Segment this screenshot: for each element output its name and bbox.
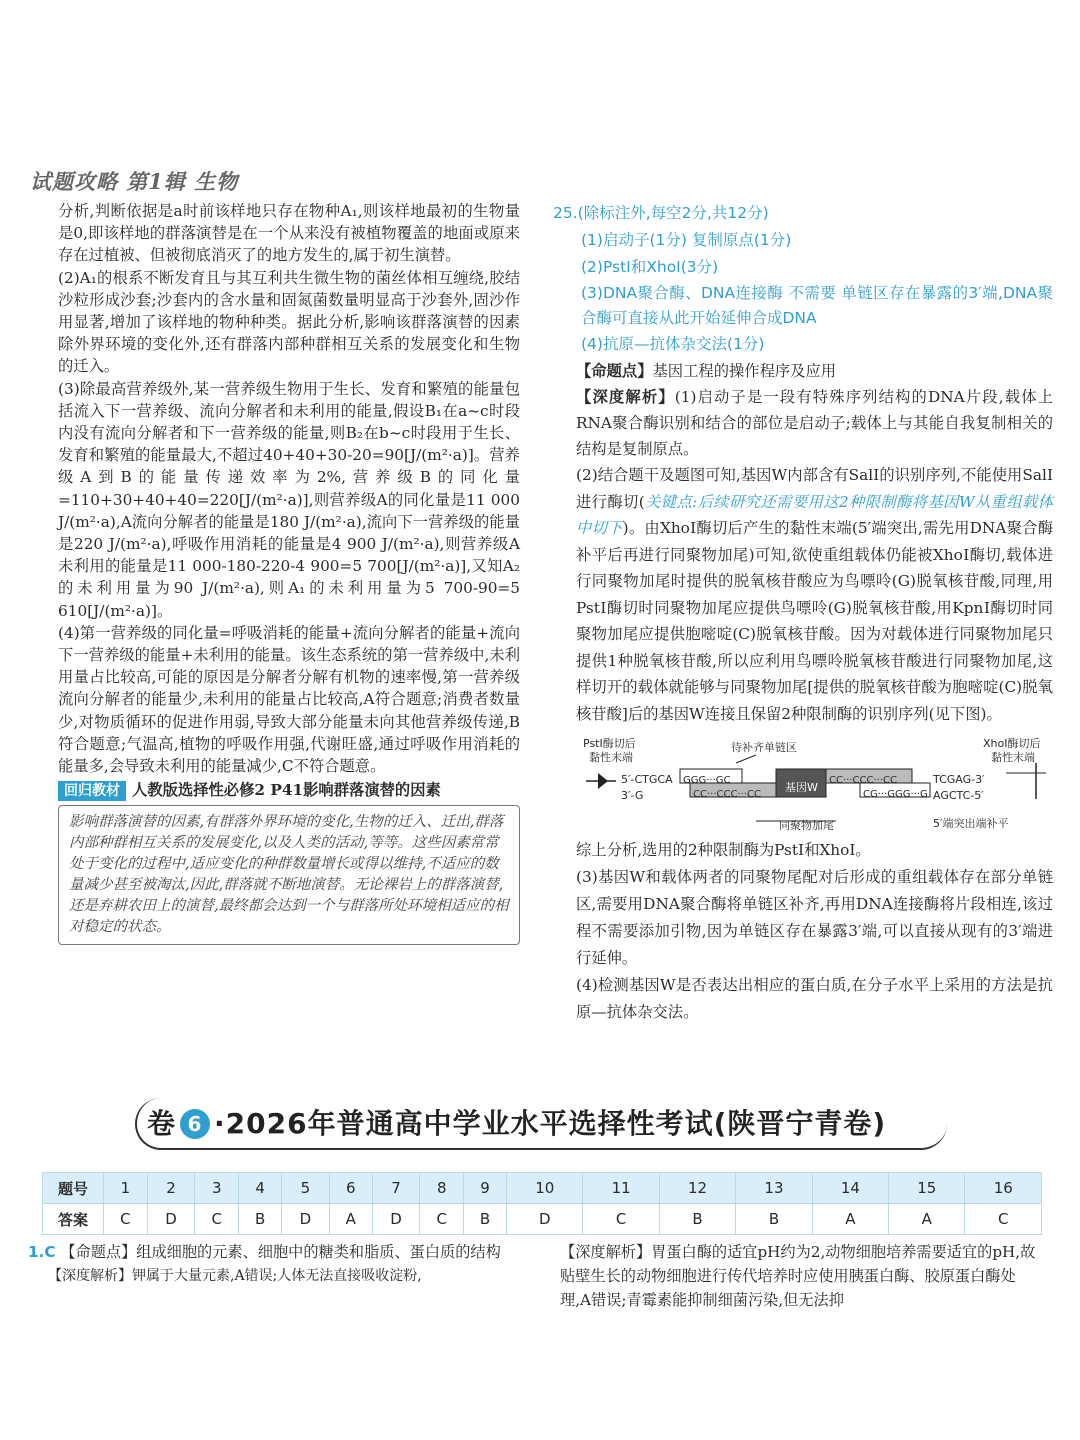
diagram-label: XhoⅠ酶切后 [983,737,1041,750]
question-number-cell: 1 [104,1173,148,1204]
row-label: 题号 [43,1173,104,1204]
paragraph: (2)A₁的根系不断发育且与其互利共生微生物的菌丝体相互缠绕,胶结沙粒形成沙套;沙套内的含水量和固氮菌数量明显高于沙套外,固沙作用显著,增加了该样地的物种种类。据此分析,影响该群落演替的因素除外界环境的变化外,还有群落内部种群相互关系的发展变化和生物的迁入。 [58,268,520,376]
answer-line: (2)PstⅠ和XhoⅠ(3分) [581,258,719,276]
question-number-cell: 11 [583,1173,659,1204]
row-label: 答案 [43,1204,104,1235]
paragraph: (4)第一营养级的同化量=呼吸消耗的能量+流向分解者的能量+流向下一营养级的能量+未利用的能量。该生态系统的第一营养级中,未利用量占比较高,可能的原因是分解者分解有机物的速率慢,第一营养级流向分解者的能量少,未利用的能量占比较高,A符合题意;消费者数量少,对物质循环的促进作用弱,导致大部分能量未向其他营养级传递,B符合题意;气温高,植物的呼吸作用强,代谢旺盛,通过呼吸作用消耗的能量多,会导致未利用的能量减少,C不符合题意。 [58,623,520,776]
diagram-seq: 3′-G [621,789,644,802]
review-tag: 回归教材 [58,781,126,801]
question-number-cell: 10 [507,1173,583,1204]
answer-cell: B [736,1204,812,1235]
answer-line: (4)抗原—抗体杂交法(1分) [581,335,765,353]
question-answer: 1.C 【命题点】组成细胞的元素、细胞中的糖类和脂质、蛋白质的结构 [28,1243,501,1261]
question-number-cell: 9 [464,1173,507,1204]
question-number-cell: 13 [736,1173,812,1204]
review-title: 人教版选择性必修2 P41影响群落演替的因素 [132,781,441,800]
answer-cell: D [282,1204,330,1235]
question-number-cell: 3 [195,1173,239,1204]
diagram-seq: CC···CCC···CC [829,775,897,786]
answer-cell: A [329,1204,372,1235]
bottom-right [560,1240,1045,1312]
question-number-cell: 7 [372,1173,420,1204]
arrow-icon [598,773,608,789]
answer-cell: B [464,1204,507,1235]
answer-cell: D [372,1204,420,1235]
question-number-cell: 12 [659,1173,735,1204]
answer-row [43,1204,1042,1235]
question-number-cell: 15 [889,1173,965,1204]
diagram-label: 黏性末端 [589,751,633,764]
key-note: 关键点:后续研究还需要用这2种限制酶将基因W从重组载体中切下 [576,492,1053,537]
diagram-label: 待补齐单链区 [731,741,797,754]
answer-cell: D [507,1204,583,1235]
diagram-label: 5′端突出端补平 [933,817,1009,830]
diagram-seq: TCGAG-3′ [933,773,985,786]
diagram-label: 黏性末端 [991,751,1035,764]
diagram-seq: 5′-CTGCA [621,773,673,786]
answer-cell: C [583,1204,659,1235]
deep-analysis-3: 综上分析,选用的2种限制酶为PstⅠ和XhoⅠ。 [576,841,871,859]
diagram-seq: CC···CCC···CC [693,789,761,800]
diagram-seq: CG···GGG···G [863,789,928,800]
question-number-row [43,1173,1042,1204]
paper-number-badge: 6 [180,1109,210,1139]
page-header: 试题攻略 第1辑 生物 [30,169,239,194]
question-number-cell: 8 [420,1173,464,1204]
deep-analysis-4: (3)基因W和载体两者的同聚物尾配对后形成的重组载体存在部分单链区,需要用DNA聚合酶将单链区补齐,再用DNA连接酶将片段相连,该过程不需要添加引物,因为单链区存在暴露3′端,可以直接从现有的3′端进行延伸。 [576,868,1053,967]
answer-cell: C [104,1204,148,1235]
diagram-label: 同聚物加尾 [779,819,834,832]
answer-cell: C [420,1204,464,1235]
diagram-seq: GGG···GC [683,775,731,786]
question-number-cell: 5 [282,1173,330,1204]
question-number-cell: 14 [812,1173,888,1204]
diagram-seq: AGCTC-5′ [933,789,984,802]
diagram-gene: 基因W [785,781,818,794]
answer-cell: A [812,1204,888,1235]
diagram-label: PstⅠ酶切后 [583,737,636,750]
answer-cell: D [147,1204,195,1235]
answer-cell: B [239,1204,282,1235]
question-number-cell: 16 [965,1173,1042,1204]
exam-title-bar [135,1098,945,1152]
right-column [553,200,1053,1026]
question-number-cell: 6 [329,1173,372,1204]
deep-analysis-1: 【深度解析】(1)启动子是一段有特殊序列结构的DNA片段,载体上RNA聚合酶识别和结合的部位是启动子;载体上与其能自我复制相关的结构是复制原点。 [576,388,1053,458]
answer-line: (1)启动子(1分) 复制原点(1分) [581,231,792,249]
bottom-left [28,1240,528,1288]
answer-cell: B [659,1204,735,1235]
key-point: 【命题点】基因工程的操作程序及应用 [576,362,837,380]
textbook-review-box: 影响群落演替的因素,有群落外界环境的变化,生物的迁入、迁出,群落内部种群相互关系的发展变化,以及人类的活动,等等。这些因素常常处于变化的过程中,适应变化的种群数量增长或得以维持,不适应的数量减少甚至被淘汰,因此,群落就不断地演替。无论裸岩上的群落演替,还是弃耕农田上的演替,最终都会达到一个与群落所处环境相适应的相对稳定的状态。 [58,805,520,945]
question-number-cell: 2 [147,1173,195,1204]
answer-cell: C [195,1204,239,1235]
deep-analysis-5: (4)检测基因W是否表达出相应的蛋白质,在分子水平上采用的方法是抗原—抗体杂交法。 [576,976,1053,1021]
dna-diagram [553,733,1053,833]
answer-header: 25.(除标注外,每空2分,共12分) [553,204,769,222]
answer-line: (3)DNA聚合酶、DNA连接酶 不需要 单链区存在暴露的3′端,DNA聚合酶可直接从此开始延伸合成DNA [581,284,1053,327]
answer-cell: A [889,1204,965,1235]
textbook-review-heading [58,779,520,801]
paragraph: 分析,判断依据是a时前该样地只存在物种A₁,则该样地最初的生物量是0,即该样地的群落演替是在一个从来没有被植物覆盖的地面或原来存在过植被、但被彻底消灭了的地方发生的,属于初生演替。 [58,202,520,265]
answer-cell: C [965,1204,1042,1235]
paragraph: (3)除最高营养级外,某一营养级生物用于生长、发育和繁殖的能量包括流入下一营养级、流向分解者和未利用的能量,假设B₁在a~c时段内没有流向分解者和下一营养级的能量,则B₂在b~c时段用于生长、发育和繁殖的能量最大,不超过40+40+30-20=90[J/(m²·a)]。营养级A到B的能量传递效率为2%,营养级B的同化量=110+30+40+40=220[J/(m²·a)],则营养级A的同化量是11 000 J/(m²·a),A流向分解者的能量是180 J/(m²·a),流向下一营养级的能量是220 J/(m²·a),呼吸作用消耗的能量是4 900 J/(m²·a),则营养级A未利用的能量是11 000-180-220-4 900=5 700[J/(m²·a)],又知A₂的未利用量为90 J/(m²·a),则A₁的未利用量为5 700-90=5 610[J/(m²·a)]。 [58,379,520,620]
deep-analysis: 【深度解析】胃蛋白酶的适宜pH约为2,动物细胞培养需要适宜的pH,故贴壁生长的动物细胞进行传代培养时应使用胰蛋白酶、胶原蛋白酶处理,A错误;青霉素能抑制细菌污染,但无法抑 [560,1243,1036,1309]
question-number-cell: 4 [239,1173,282,1204]
deep-analysis: 【深度解析】钾属于大量元素,A错误;人体无法直接吸收淀粉, [48,1268,422,1284]
deep-analysis-2: (2)结合题干及题图可知,基因W内部含有SalⅠ的识别序列,不能使用SalⅠ进行酶切(关键点:后续研究还需要用这2种限制酶将基因W从重组载体中切下)。由XhoⅠ酶切后产生的黏性末端(5′端突出,需先用DNA聚合酶补平后再进行同聚物加尾)可知,欲使重组载体仍能被XhoⅠ酶切,载体进行同聚物加尾时提供的脱氧核苷酸应为鸟嘌呤(G)脱氧核苷酸,同理,用PstⅠ酶切时同聚物加尾应提供鸟嘌呤(G)脱氧核苷酸,用KpnⅠ酶切时同聚物加尾应提供胞嘧啶(C)脱氧核苷酸。因为对载体进行同聚物加尾只提供1种脱氧核苷酸,所以应利用鸟嘌呤脱氧核苷酸进行同聚物加尾,这样切开的载体就能够与同聚物加尾[提供的脱氧核苷酸为胞嘧啶(C)脱氧核苷酸]后的基因W连接且保留2种限制酶的识别序列(见下图)。 [576,466,1053,723]
answer-key-table [42,1172,1042,1235]
left-column [58,200,520,945]
exam-title: 卷 6 ·2026年普通高中学业水平选择性考试(陕晋宁青卷) [147,1107,887,1140]
